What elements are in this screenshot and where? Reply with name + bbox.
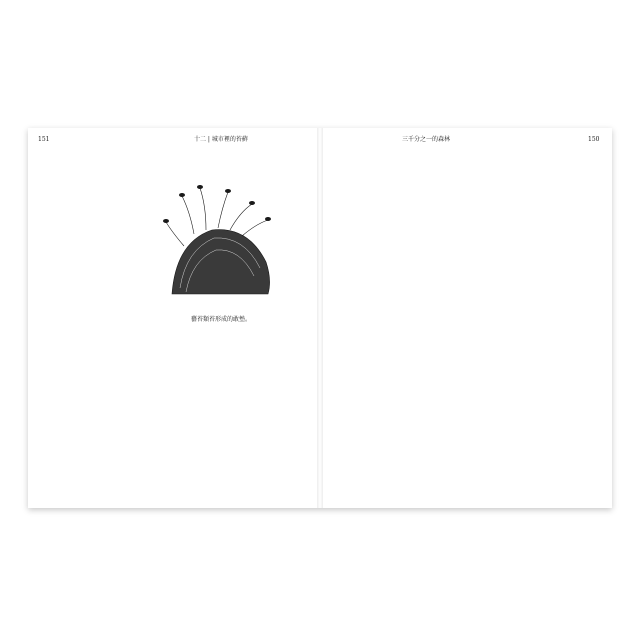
left-page <box>28 128 320 508</box>
book-spread <box>28 128 612 508</box>
right-page-number: 150 <box>588 136 600 143</box>
left-page-number: 151 <box>38 136 50 143</box>
figure-caption: 藝苔類苔形成的敢墊。 <box>190 316 251 323</box>
book-gutter <box>317 128 323 508</box>
right-page <box>320 128 612 508</box>
moss-illustration <box>160 176 278 310</box>
right-running-head: 三千分之一的森林 <box>402 136 451 143</box>
left-running-head: 十二 | 城市裡的苔蘚 <box>194 136 248 143</box>
right-body-text <box>338 158 594 458</box>
moss-cushion-icon <box>160 176 278 310</box>
